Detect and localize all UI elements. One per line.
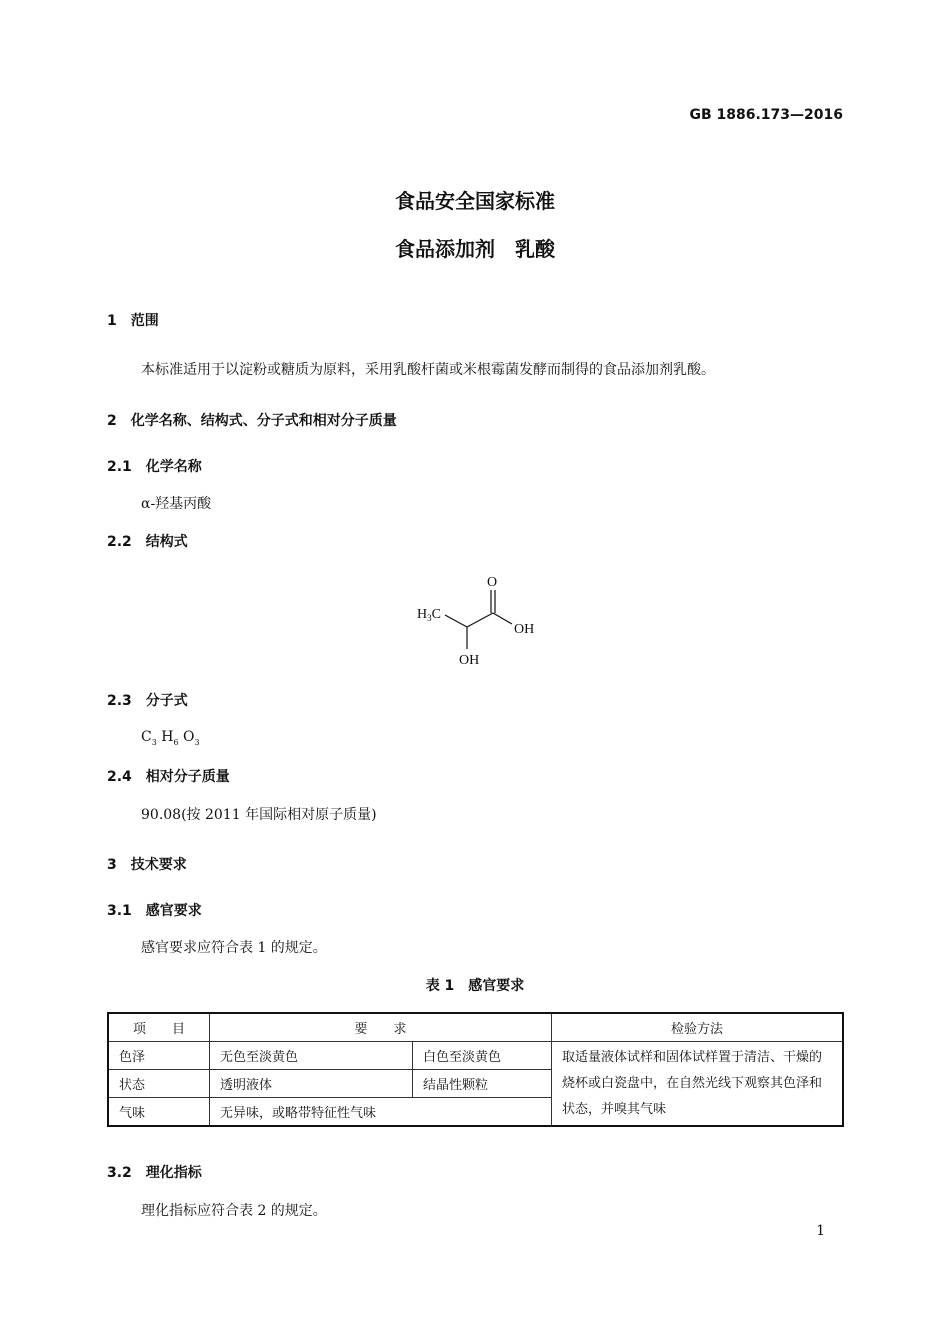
cell: 气味 [108, 1098, 210, 1127]
section-2-1-heading: 2.1 化学名称 [107, 459, 202, 475]
cell: 无色至淡黄色 [210, 1042, 413, 1070]
cell: 白色至淡黄色 [413, 1042, 552, 1070]
method-cell: 取适量液体试样和固体试样置于清洁、干燥的烧杯或白瓷盘中，在自然光线下观察其色泽和状态，并嗅其气味 [552, 1042, 844, 1127]
header-item: 项 目 [108, 1013, 210, 1042]
section-3-2-heading: 3.2 理化指标 [107, 1165, 202, 1181]
svg-text:H3C: $H_3C$ [417, 607, 441, 623]
header-method: 检验方法 [552, 1013, 844, 1042]
section-2-heading: 2 化学名称、结构式、分子式和相对分子质量 [107, 413, 397, 429]
cell: 透明液体 [210, 1070, 413, 1098]
section-2-3-heading: 2.3 分子式 [107, 693, 188, 709]
svg-text:O: O [487, 575, 498, 590]
svg-text:OH: OH [514, 622, 535, 637]
section-3-heading: 3 技术要求 [107, 857, 187, 873]
table-header-row [108, 1013, 843, 1042]
cell: 状态 [108, 1070, 210, 1098]
molecular-mass: 90.08(按 2011 年国际相对原子质量) [141, 807, 377, 823]
header-requirement: 要 求 [210, 1013, 552, 1042]
table-row [108, 1042, 843, 1070]
svg-text:OH: OH [459, 653, 480, 668]
section-3-1-body: 感官要求应符合表 1 的规定。 [141, 940, 327, 956]
section-3-1-heading: 3.1 感官要求 [107, 903, 202, 919]
sensory-requirements-table [107, 1012, 844, 1127]
section-1-body: 本标准适用于以淀粉或糖质为原料，采用乳酸杆菌或米根霉菌发酵而制得的食品添加剂乳酸。 [141, 362, 715, 378]
standard-code: GB 1886.173—2016 [689, 107, 843, 123]
title-line-2: 食品添加剂 乳酸 [395, 237, 555, 261]
section-2-4-heading: 2.4 相对分子质量 [107, 769, 230, 785]
section-2-2-heading: 2.2 结构式 [107, 534, 188, 550]
cell: 无异味，或略带特征性气味 [210, 1098, 552, 1127]
cell: 色泽 [108, 1042, 210, 1070]
molecular-formula: $C_3$ $H_6$ $O_3$ [141, 729, 200, 747]
title-line-1: 食品安全国家标准 [395, 189, 555, 213]
section-3-2-body: 理化指标应符合表 2 的规定。 [141, 1203, 327, 1219]
chemical-name: α-羟基丙酸 [141, 496, 212, 512]
structural-formula [400, 565, 560, 675]
page-number: 1 [816, 1223, 825, 1239]
section-1-heading: 1 范围 [107, 313, 159, 329]
cell: 结晶性颗粒 [413, 1070, 552, 1098]
table-1-caption: 表 1 感官要求 [425, 978, 525, 994]
